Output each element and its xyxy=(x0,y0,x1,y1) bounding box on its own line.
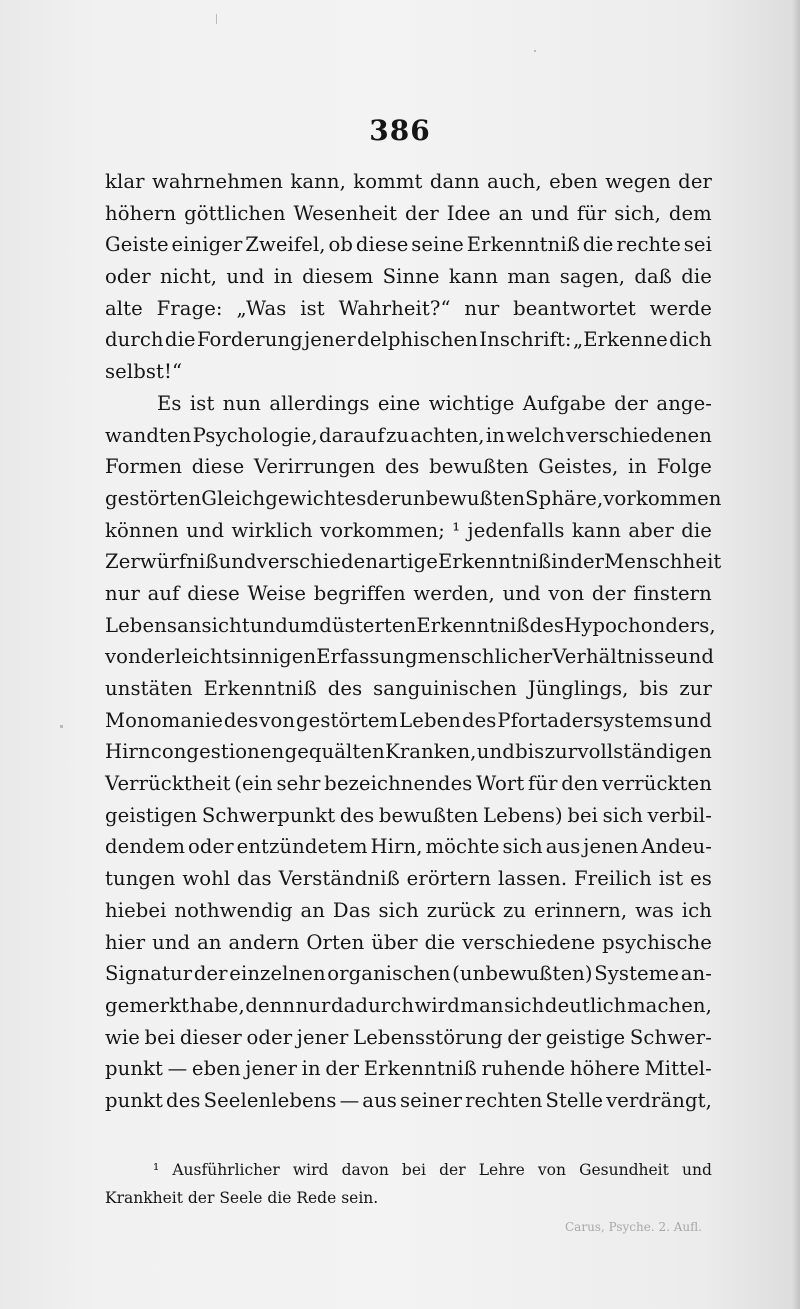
text-line: wandten Psychologie, darauf zu achten, in welch verschiedenen xyxy=(105,423,712,447)
text-line: selbst!“ xyxy=(105,360,183,384)
page-number: 386 xyxy=(369,114,431,147)
text-line: unstäten Erkenntniß des sanguinischen Jünglings, bis zur xyxy=(105,677,712,700)
footnote-line: Krankheit der Seele die Rede sein. xyxy=(105,1189,379,1207)
text-line: Lebensansicht und umdüsterten Erkenntniß des Hypochonders, xyxy=(105,613,716,637)
text-line: punkt des Seelenlebens — aus seiner rechten Stelle verdrängt, xyxy=(105,1088,712,1112)
text-line: Es ist nun allerdings eine wichtige Aufgabe der ange- xyxy=(157,391,712,415)
text-line: Geiste einiger Zweifel, ob diese seine Erkenntniß die rechte sei xyxy=(105,233,712,257)
text-line: hiebei nothwendig an Das sich zurück zu erinnern, was ich xyxy=(105,898,712,922)
footnote-block xyxy=(105,1156,712,1212)
text-line: dendem oder entzündetem Hirn, möchte sich aus jenen Andeu- xyxy=(105,835,712,859)
text-line: Monomanie des von gestörtem Leben des Pfortadersystems und xyxy=(105,708,712,732)
text-line: punkt — eben jener in der Erkenntniß ruhende höhere Mittel- xyxy=(105,1057,712,1081)
text-line: durch die Forderung jener delphischen Inschrift: „Erkenne dich xyxy=(105,328,712,352)
text-line: gemerkt habe, denn nur dadurch wird man sich deutlich machen, xyxy=(105,993,712,1017)
text-line: nur auf diese Weise begriffen werden, und von der finstern xyxy=(105,581,712,605)
text-line: Signatur der einzelnen organischen (unbewußten) Systeme an- xyxy=(105,962,712,986)
text-line: geistigen Schwerpunkt des bewußten Lebens) bei sich verbil- xyxy=(105,803,712,827)
text-line: tungen wohl das Verständniß erörtern lassen. Freilich ist es xyxy=(105,867,712,891)
footnote-line: ¹ Ausführlicher wird davon bei der Lehre von Gesundheit und xyxy=(153,1161,712,1179)
text-line: alte Frage: „Was ist Wahrheit?“ nur beantwortet werde xyxy=(105,296,712,320)
text-line: hier und an andern Orten über die verschiedene psychische xyxy=(105,930,712,954)
text-line: Hirncongestionen gequälten Kranken, und bis zur vollständigen xyxy=(105,740,712,764)
text-line: Formen diese Verirrungen des bewußten Geistes, in Folge xyxy=(105,455,712,479)
text-line: von der leichtsinnigen Erfassung menschlicher Verhältnisse und xyxy=(105,645,714,669)
scan-speck xyxy=(216,14,217,24)
text-line: gestörten Gleichgewichtes der unbewußten Sphäre, vorkommen xyxy=(105,486,722,510)
text-line: Verrücktheit (ein sehr bezeichnendes Wort für den verrückten xyxy=(105,772,712,796)
text-line: klar wahrnehmen kann, kommt dann auch, eben wegen der xyxy=(105,170,712,193)
scan-speck xyxy=(60,725,63,728)
scan-speck xyxy=(534,50,536,52)
page-edge-shadow xyxy=(792,0,800,1309)
text-line: höhern göttlichen Wesenheit der Idee an und für sich, dem xyxy=(105,201,712,225)
text-line: wie bei dieser oder jener Lebensstörung der geistige Schwer- xyxy=(105,1025,712,1049)
signature-mark: Carus, Psyche. 2. Aufl. xyxy=(565,1220,702,1234)
text-line: Zerwürfniß und verschiedenartige Erkenntniß in der Menschheit xyxy=(105,550,722,574)
text-line: oder nicht, und in diesem Sinne kann man sagen, daß die xyxy=(105,265,712,289)
main-text-block xyxy=(105,166,722,1117)
text-line: können und wirklich vorkommen; ¹ jedenfalls kann aber die xyxy=(105,518,712,542)
